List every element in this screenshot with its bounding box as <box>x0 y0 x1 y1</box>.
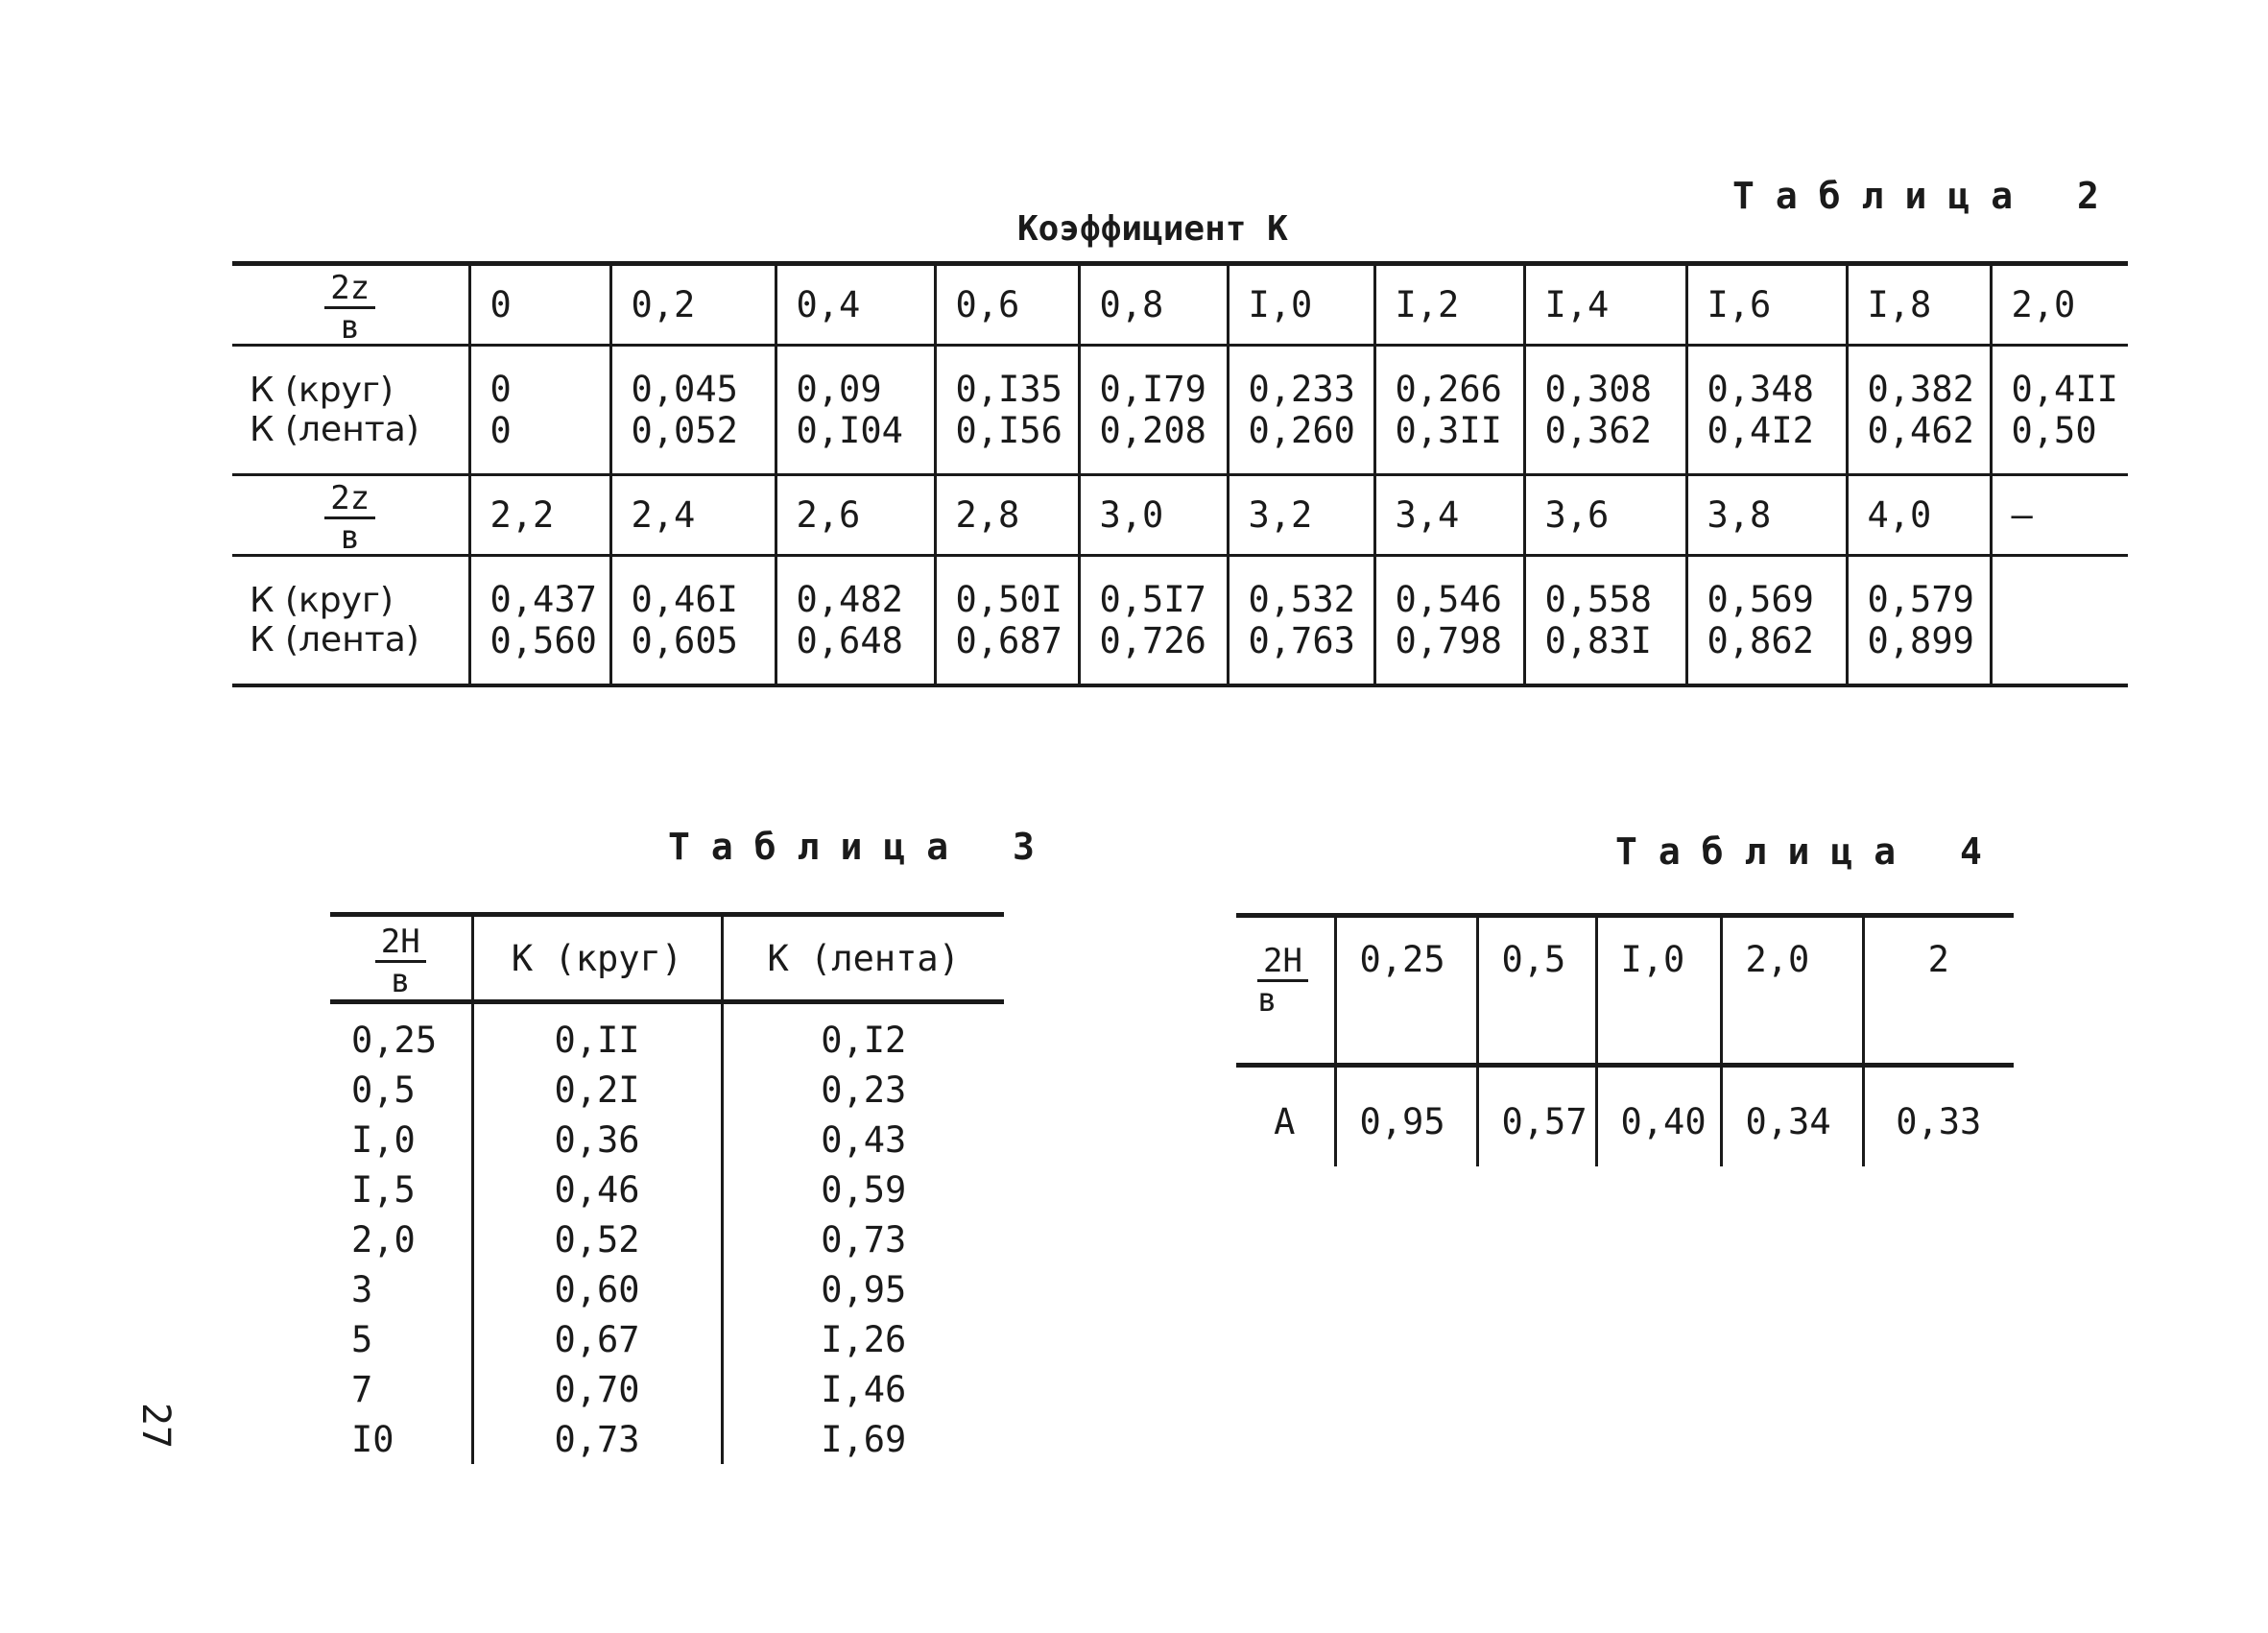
k-lenta-cell: 0,43 <box>722 1115 1004 1165</box>
k-krug-cell: 0,382 <box>1847 346 1991 411</box>
table-row <box>330 1002 1004 1066</box>
k-lenta-cell: 0,763 <box>1228 620 1374 685</box>
ratio-value-cell: 2 <box>1863 916 2014 1066</box>
k-lenta-cell: 0,687 <box>935 620 1079 685</box>
table-row <box>330 1115 1004 1165</box>
ratio-value-cell: 3,0 <box>1079 475 1228 556</box>
fraction-numerator: 2Н <box>1257 945 1308 982</box>
fraction-denominator: в <box>391 961 411 1000</box>
ratio-value-cell: 3,6 <box>1524 475 1686 556</box>
k-lenta-cell: 0,462 <box>1847 410 1991 475</box>
ratio-value-cell: 7 <box>351 1368 373 1410</box>
table3 <box>330 912 1004 1464</box>
a-value-cell: 0,34 <box>1721 1066 1863 1167</box>
k-krug-cell: 0,348 <box>1686 346 1847 411</box>
k-krug-cell: 0,36 <box>472 1115 722 1165</box>
k-krug-cell: 0,73 <box>472 1414 722 1464</box>
table4-a-row <box>1236 1066 2014 1167</box>
row-label-a: А <box>1274 1100 1296 1142</box>
row-label-krug: К (круг) <box>250 581 394 620</box>
ratio-value-cell: 2,0 <box>351 1218 416 1261</box>
table2-lenta-row <box>232 410 2128 475</box>
ratio-fraction <box>1257 942 1308 1020</box>
k-krug-cell: 0,60 <box>472 1264 722 1314</box>
ratio-value-cell: I,4 <box>1524 264 1686 346</box>
ratio-value-cell: 3,2 <box>1228 475 1374 556</box>
k-krug-cell: 0 <box>469 346 610 411</box>
ratio-header-cell <box>232 475 469 556</box>
ratio-value-cell: 2,8 <box>935 475 1079 556</box>
table-row <box>330 1264 1004 1314</box>
k-krug-cell: 0,532 <box>1228 556 1374 621</box>
ratio-fraction <box>375 922 426 1000</box>
ratio-value-cell: I,8 <box>1847 264 1991 346</box>
ratio-value-cell: 4,0 <box>1847 475 1991 556</box>
k-krug-cell: 0,09 <box>776 346 935 411</box>
ratio-value-cell: I,0 <box>1596 916 1721 1066</box>
k-krug-cell: 0,5I7 <box>1079 556 1228 621</box>
k-krug-cell <box>1991 556 2128 621</box>
ratio-fraction <box>324 479 375 557</box>
k-lenta-cell: 0 <box>469 410 610 475</box>
k-lenta-cell: 0,260 <box>1228 410 1374 475</box>
k-lenta-cell: 0,I56 <box>935 410 1079 475</box>
ratio-header-cell <box>232 264 469 346</box>
k-krug-cell: 0,266 <box>1374 346 1524 411</box>
ratio-value-cell: 0,8 <box>1079 264 1228 346</box>
k-krug-cell: 0,46 <box>472 1165 722 1214</box>
k-lenta-cell: I,69 <box>722 1414 1004 1464</box>
k-krug-cell: 0,52 <box>472 1214 722 1264</box>
k-lenta-cell <box>1991 620 2128 685</box>
k-lenta-cell: 0,I04 <box>776 410 935 475</box>
fraction-numerator: 2Н <box>375 925 426 963</box>
k-krug-cell: 0,045 <box>610 346 776 411</box>
ratio-value-cell: 3,4 <box>1374 475 1524 556</box>
ratio-value-cell: I,6 <box>1686 264 1847 346</box>
k-lenta-cell: 0,I2 <box>722 1002 1004 1066</box>
ratio-value-cell: I,2 <box>1374 264 1524 346</box>
ratio-value-cell: 2,0 <box>1721 916 1863 1066</box>
row-label-krug: К (круг) <box>250 371 394 410</box>
k-krug-cell: 0,50I <box>935 556 1079 621</box>
row-label-lenta: К (лента) <box>250 620 419 660</box>
a-value-cell: 0,40 <box>1596 1066 1721 1167</box>
k-lenta-cell: 0,362 <box>1524 410 1686 475</box>
table-row <box>330 1065 1004 1115</box>
k-krug-cell: 0,569 <box>1686 556 1847 621</box>
k-lenta-cell: 0,3II <box>1374 410 1524 475</box>
ratio-value-cell: I,0 <box>1228 264 1374 346</box>
ratio-value-cell: 0,4 <box>776 264 935 346</box>
ratio-value-cell: 0,25 <box>351 1019 438 1061</box>
k-lenta-cell: 0,648 <box>776 620 935 685</box>
k-lenta-cell: 0,83I <box>1524 620 1686 685</box>
table4 <box>1236 913 2014 1166</box>
k-krug-cell: 0,546 <box>1374 556 1524 621</box>
table2-ratio-row <box>232 475 2128 556</box>
k-krug-cell: 0,46I <box>610 556 776 621</box>
table3-header-lenta: К (лента) <box>722 915 1004 1002</box>
ratio-value-cell: 2,2 <box>469 475 610 556</box>
k-lenta-cell: 0,605 <box>610 620 776 685</box>
fraction-denominator: в <box>340 308 360 347</box>
k-krug-cell: 0,233 <box>1228 346 1374 411</box>
k-lenta-cell: I,26 <box>722 1314 1004 1364</box>
ratio-value-cell: 0,25 <box>1335 916 1477 1066</box>
k-krug-cell: 0,I79 <box>1079 346 1228 411</box>
k-lenta-cell: 0,208 <box>1079 410 1228 475</box>
table2-krug-row <box>232 556 2128 621</box>
coefficient-k-table <box>232 261 2128 687</box>
ratio-value-cell: – <box>1991 475 2128 556</box>
ratio-value-cell: 2,6 <box>776 475 935 556</box>
fraction-numerator: 2z <box>324 482 375 519</box>
k-lenta-cell: 0,798 <box>1374 620 1524 685</box>
table3-header-row <box>330 915 1004 1002</box>
k-lenta-cell: 0,4I2 <box>1686 410 1847 475</box>
k-lenta-cell: 0,59 <box>722 1165 1004 1214</box>
table2-caption: Таблица 2 <box>1732 175 2120 217</box>
fraction-denominator: в <box>340 518 360 557</box>
k-krug-cell: 0,I35 <box>935 346 1079 411</box>
ratio-value-cell: 0,2 <box>610 264 776 346</box>
table-row <box>330 1314 1004 1364</box>
table-row <box>330 1414 1004 1464</box>
table-row <box>330 1165 1004 1214</box>
k-lenta-cell: 0,73 <box>722 1214 1004 1264</box>
table-row <box>330 1214 1004 1264</box>
row-label-lenta: К (лента) <box>232 410 469 475</box>
ratio-value-cell: 0,5 <box>351 1069 416 1111</box>
page-number: 27 <box>133 1402 179 1450</box>
k-krug-cell: 0,70 <box>472 1364 722 1414</box>
ratio-value-cell: 5 <box>351 1318 373 1360</box>
table2-lenta-row <box>232 620 2128 685</box>
ratio-value-cell: 0 <box>469 264 610 346</box>
k-krug-cell: 0,II <box>472 1002 722 1066</box>
k-lenta-cell: 0,862 <box>1686 620 1847 685</box>
k-lenta-cell: 0,726 <box>1079 620 1228 685</box>
k-krug-cell: 0,579 <box>1847 556 1991 621</box>
k-lenta-cell: 0,560 <box>469 620 610 685</box>
ratio-header-cell <box>1236 916 1335 1066</box>
k-krug-cell: 0,2I <box>472 1065 722 1115</box>
k-krug-cell: 0,308 <box>1524 346 1686 411</box>
k-krug-cell: 0,558 <box>1524 556 1686 621</box>
ratio-value-cell: 0,6 <box>935 264 1079 346</box>
k-krug-cell: 0,482 <box>776 556 935 621</box>
k-lenta-cell: 0,23 <box>722 1065 1004 1115</box>
k-krug-cell: 0,4II <box>1991 346 2128 411</box>
k-lenta-cell: 0,50 <box>1991 410 2128 475</box>
k-lenta-cell: 0,052 <box>610 410 776 475</box>
ratio-value-cell: I,0 <box>351 1118 416 1161</box>
ratio-value-cell: I,5 <box>351 1168 416 1211</box>
k-lenta-cell: 0,95 <box>722 1264 1004 1314</box>
ratio-value-cell: 3,8 <box>1686 475 1847 556</box>
ratio-value-cell: 2,0 <box>1991 264 2128 346</box>
table4-caption: Таблица 4 <box>1615 830 2003 873</box>
ratio-value-cell: 2,4 <box>610 475 776 556</box>
ratio-fraction <box>324 269 375 347</box>
ratio-value-cell: 3 <box>351 1268 373 1310</box>
fraction-numerator: 2z <box>324 272 375 309</box>
k-lenta-cell: I,46 <box>722 1364 1004 1414</box>
fraction-denominator: в <box>1257 981 1277 1020</box>
a-value-cell: 0,33 <box>1863 1066 2014 1167</box>
table2-ratio-row <box>232 264 2128 346</box>
k-krug-cell: 0,67 <box>472 1314 722 1364</box>
table4-ratio-row <box>1236 916 2014 1066</box>
table2-krug-row <box>232 346 2128 411</box>
a-value-cell: 0,57 <box>1477 1066 1596 1167</box>
k-krug-cell: 0,437 <box>469 556 610 621</box>
ratio-value-cell: I0 <box>351 1418 394 1460</box>
k-lenta-cell: 0,899 <box>1847 620 1991 685</box>
ratio-value-cell: 0,5 <box>1477 916 1596 1066</box>
table3-header-ratio <box>330 915 472 1002</box>
table2-subtitle: Коэффициент К <box>1017 209 1288 249</box>
table3-caption: Таблица 3 <box>668 826 1056 868</box>
table3-header-krug: К (круг) <box>472 915 722 1002</box>
a-value-cell: 0,95 <box>1335 1066 1477 1167</box>
table-row <box>330 1364 1004 1414</box>
